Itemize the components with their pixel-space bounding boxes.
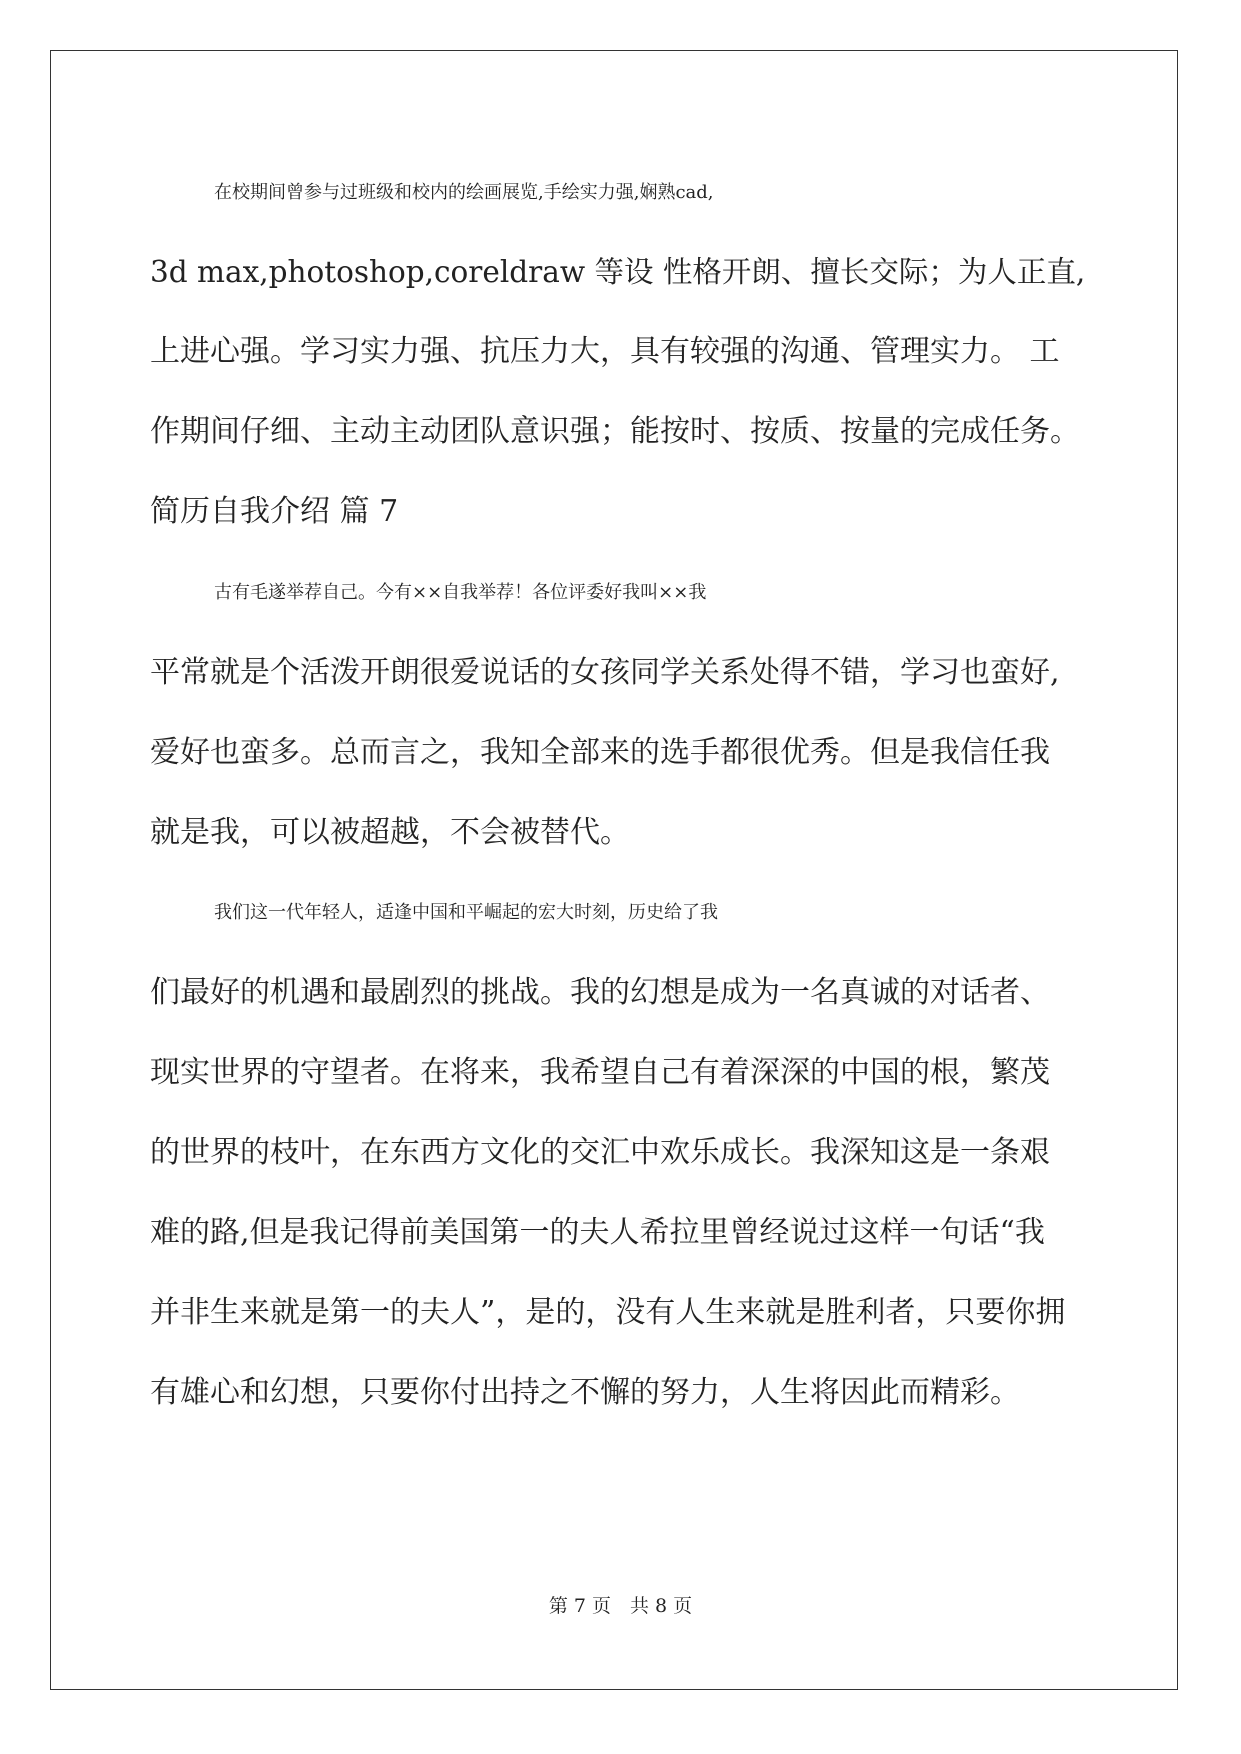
text-line-12: 现实世界的守望者。在将来，我希望自己有着深深的中国的根，繁茂 [150, 1055, 1050, 1090]
text-line-4: 作期间仔细、主动主动团队意识强；能按时、按质、按量的完成任务。 [150, 414, 1080, 449]
text-line-13: 的世界的枝叶，在东西方文化的交汇中欢乐成长。我深知这是一条艰 [150, 1135, 1050, 1170]
text-line-10: 我们这一代年轻人，适逢中国和平崛起的宏大时刻，历史给了我 [214, 902, 718, 923]
text-line-7: 平常就是个活泼开朗很爱说话的女孩同学关系处得不错，学习也蛮好, [150, 655, 1060, 690]
text-line-15: 并非生来就是第一的夫人”，是的，没有人生来就是胜利者，只要你拥 [150, 1295, 1066, 1330]
page-border [50, 50, 1178, 1690]
text-line-3: 上进心强。学习实力强、抗压力大，具有较强的沟通、管理实力。 工 [150, 334, 1060, 369]
text-line-1: 在校期间曾参与过班级和校内的绘画展览,手绘实力强,娴熟cad, [214, 182, 714, 203]
page-number-footer: 第 7 页 共 8 页 [548, 1595, 693, 1617]
text-line-6: 古有毛遂举荐自己。今有××自我举荐！各位评委好我叫××我 [214, 582, 707, 603]
text-line-9: 就是我，可以被超越，不会被替代。 [150, 815, 630, 850]
text-line-8: 爱好也蛮多。总而言之，我知全部来的选手都很优秀。但是我信任我 [150, 735, 1050, 770]
text-line-2: 3d max,photoshop,coreldraw 等设 性格开朗、擅长交际；为人正直, [150, 255, 1086, 289]
text-line-11: 们最好的机遇和最剧烈的挑战。我的幻想是成为一名真诚的对话者、 [150, 975, 1050, 1010]
section-heading: 简历自我介绍 篇 7 [150, 494, 399, 529]
text-line-14: 难的路,但是我记得前美国第一的夫人希拉里曾经说过这样一句话“我 [150, 1215, 1045, 1250]
text-line-16: 有雄心和幻想，只要你付出持之不懈的努力，人生将因此而精彩。 [150, 1375, 1020, 1410]
